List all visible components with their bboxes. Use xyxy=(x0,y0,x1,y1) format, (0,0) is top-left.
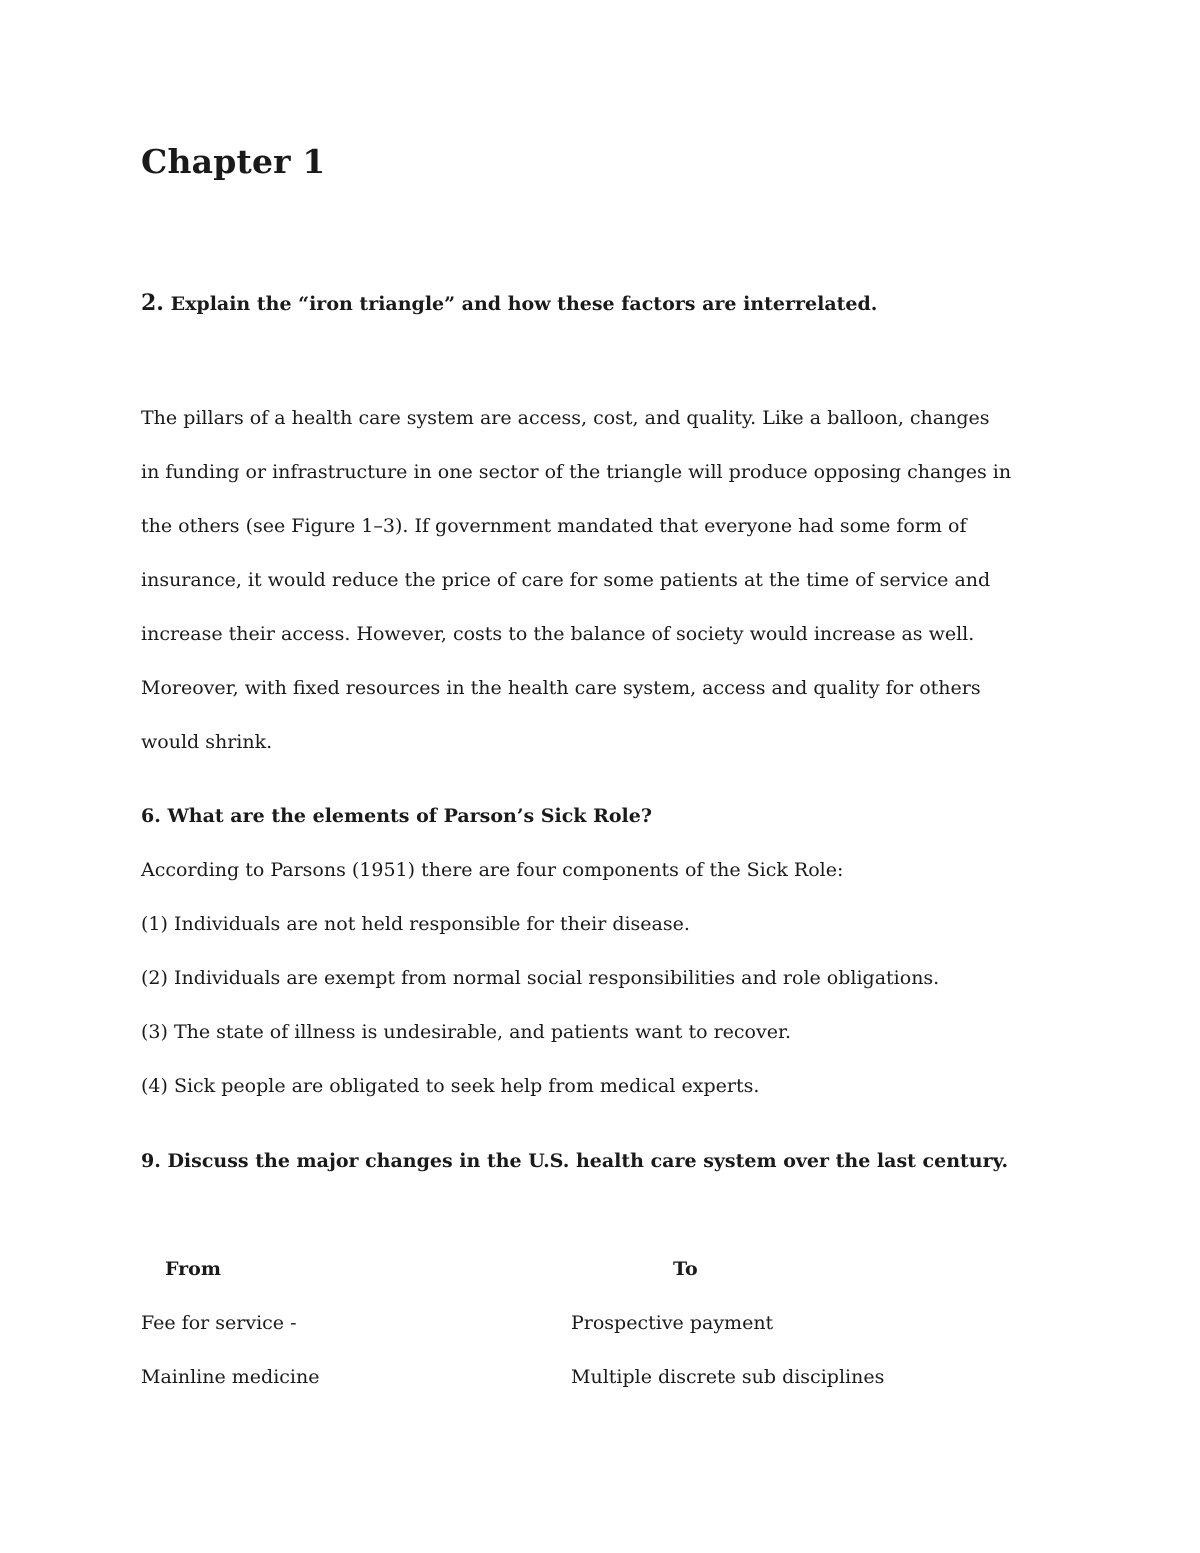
question-2-text: Explain the “iron triangle” and how these factors are interrelated. xyxy=(170,293,878,315)
list-item: (3) The state of illness is undesirable, and patients want to recover. xyxy=(141,1021,791,1043)
answer-line: The pillars of a health care system are access, cost, and quality. Like a balloon, changes xyxy=(141,407,990,429)
list-item: (4) Sick people are obligated to seek help from medical experts. xyxy=(141,1075,760,1097)
table-cell-to: Multiple discrete sub disciplines xyxy=(571,1366,885,1388)
table-header-from: From xyxy=(165,1258,221,1280)
answer-line: increase their access. However, costs to the balance of society would increase as well. xyxy=(141,623,975,645)
answer-line: in funding or infrastructure in one sector of the triangle will produce opposing changes in xyxy=(141,461,1012,483)
list-item: (1) Individuals are not held responsible for their disease. xyxy=(141,913,690,935)
table-cell-to: Prospective payment xyxy=(571,1312,774,1334)
table-header-to: To xyxy=(673,1258,698,1280)
answer-line: would shrink. xyxy=(141,731,273,753)
question-6: 6. What are the elements of Parson’s Sick Role? xyxy=(141,805,652,827)
chapter-title: Chapter 1 xyxy=(141,142,326,181)
table-cell-from: Fee for service - xyxy=(141,1312,297,1334)
answer-line: Moreover, with fixed resources in the health care system, access and quality for others xyxy=(141,677,981,699)
table-cell-from: Mainline medicine xyxy=(141,1366,320,1388)
answer-line: the others (see Figure 1–3). If government mandated that everyone had some form of xyxy=(141,515,967,537)
question-6-intro: According to Parsons (1951) there are four components of the Sick Role: xyxy=(141,859,844,881)
question-2-number: 2. xyxy=(141,290,164,316)
question-2 xyxy=(141,288,877,319)
answer-line: insurance, it would reduce the price of care for some patients at the time of service and xyxy=(141,569,991,591)
list-item: (2) Individuals are exempt from normal social responsibilities and role obligations. xyxy=(141,967,940,989)
question-9: 9. Discuss the major changes in the U.S. health care system over the last century. xyxy=(141,1150,1009,1172)
